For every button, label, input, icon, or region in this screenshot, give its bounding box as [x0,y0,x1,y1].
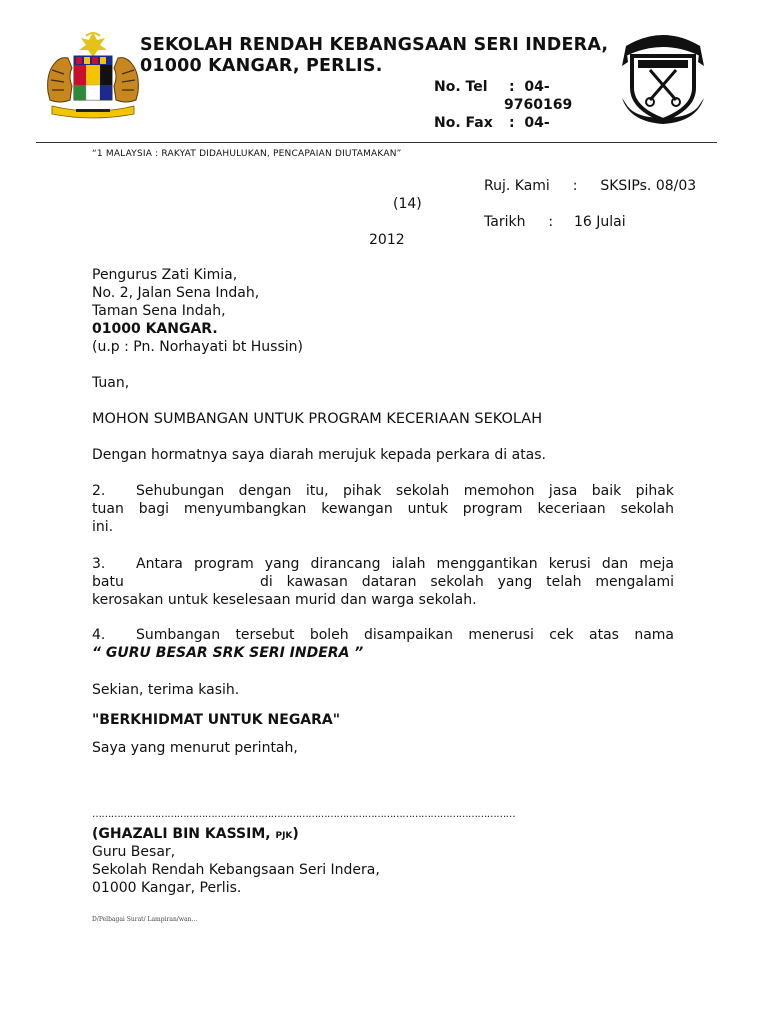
signatory-name [92,825,299,845]
signatory-title: Guru Besar, [92,844,176,860]
header-divider [36,142,717,143]
tel-value-2: 9760169 [504,97,573,113]
ref-sep: : [572,178,578,194]
paragraph-line [92,555,674,573]
date-label: Tarikh [484,214,526,230]
paragraph-2 [92,482,674,536]
tel-row [434,78,584,96]
letter-subject: MOHON SUMBANGAN UNTUK PROGRAM KECERIAAN SEKOLAH [92,411,543,427]
paragraph-text: Sumbangan tersebut boleh disampaikan menerusi cek atas nama [136,627,674,643]
salutation: Tuan, [92,375,130,391]
paragraph-4 [92,626,674,662]
school-badge-icon [620,26,706,126]
paragraph-3 [92,555,674,609]
national-motto: “1 MALAYSIA : RAKYAT DIDAHULUKAN, PENCAPAIAN DIUTAMAKAN” [92,149,402,159]
yours-faithfully: Saya yang menurut perintah, [92,740,298,756]
closing-motto: "BERKHIDMAT UNTUK NEGARA" [92,712,341,728]
recipient-address [92,266,492,356]
date-value: 16 Julai [573,214,626,230]
fax-row [434,114,584,128]
fax-label: No. Fax [434,115,493,128]
recipient-attention: (u.p : Pn. Norhayati bt Hussin) [92,339,303,355]
school-name-line2: 01000 KANGAR, PERLIS. [140,56,383,76]
cheque-payee: “ GURU BESAR SRK SERI INDERA ” [92,645,364,661]
recipient-line: Taman Sena Indah, [92,303,226,319]
recipient-line: 01000 KANGAR. [92,321,218,337]
closing-thanks: Sekian, terima kasih. [92,682,240,698]
ref-label: Ruj. Kami [484,178,550,194]
tel-sep: : [509,79,515,95]
date-sep: : [548,214,554,230]
ref-value-continued: (14) [393,196,422,212]
ref-our-reference [484,177,696,195]
signatory-name-text: (GHAZALI BIN KASSIM, [92,826,276,842]
paragraph-line [92,482,674,500]
contact-block [434,78,584,128]
paragraph-text: Sehubungan dengan itu, pihak sekolah memohon jasa baik pihak [136,483,674,499]
signatory-address: 01000 Kangar, Perlis. [92,880,242,896]
paragraph-line [92,573,674,591]
paragraph-number: 3. [92,556,106,572]
paragraph-line: ini. [92,519,114,535]
footer-file-path: D/Pelbagai Surat/ Lampiran/wan… [92,916,198,923]
ref-value: SKSIPs. 08/03 [600,178,697,194]
paragraph-line: kerosakan untuk keselesaan murid dan warga sekolah. [92,592,477,608]
signature-line: ……………………………………………………………………………………………………………………… [92,809,516,820]
paragraph-number: 2. [92,483,106,499]
opening-sentence: Dengan hormatnya saya diarah merujuk kepada perkara di atas. [92,447,547,463]
paragraph-text: Antara program yang dirancang ialah menggantikan kerusi dan meja [136,556,674,572]
tel-value-1: 04- [524,79,550,95]
school-name-line1: SEKOLAH RENDAH KEBANGSAAN SERI INDERA, [140,35,609,55]
tel-label: No. Tel [434,79,488,95]
paragraph-text: di kawasan dataran sekolah yang telah mengalami [260,574,674,590]
coat-of-arms-icon [42,30,144,120]
ref-date [484,213,626,231]
fax-sep: : [509,115,515,128]
paragraph-number: 4. [92,627,106,643]
paragraph-line [92,626,674,644]
paragraph-line: tuan bagi menyumbangkan kewangan untuk program keceriaan sekolah [92,501,674,517]
fax-value-1: 04- [524,115,550,128]
recipient-line: Pengurus Zati Kimia, [92,267,238,283]
recipient-line: No. 2, Jalan Sena Indah, [92,285,260,301]
signatory-organisation: Sekolah Rendah Kebangsaan Seri Indera, [92,862,380,878]
signatory-name-close: ) [292,826,299,842]
paragraph-text: batu [92,574,124,590]
school-name [140,35,620,77]
signatory-honorific: PJK [275,831,293,841]
date-value-continued: 2012 [369,232,405,248]
